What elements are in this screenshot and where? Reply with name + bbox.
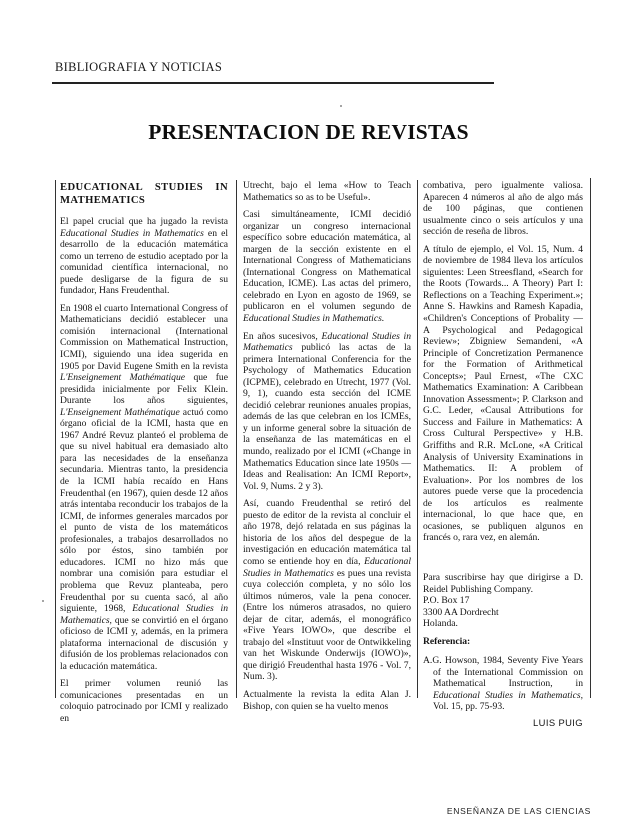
paragraph — [60, 216, 228, 297]
text: En años sucesivos, — [243, 330, 322, 342]
column-rule-1-2 — [236, 180, 237, 698]
journal-title: Educational Studies in Mathematics, — [433, 689, 583, 701]
running-head: BIBLIOGRAFIA Y NOTICIAS — [55, 60, 223, 74]
subscription-text: Para suscribirse hay que dirigirse a D. Reidel Publishing Company. — [423, 571, 583, 595]
reference-label: Referencia: — [423, 635, 471, 647]
header-rule — [52, 82, 494, 84]
text: en el desarrollo de la educación matemática como un terreno de estudio aceptado por la comunidad científica internacional, no puede desligarse de la figura de su fundador, Hans Freudenthal. — [60, 227, 228, 297]
journal-title: L'Enseignement Mathématique — [60, 372, 186, 384]
text: A.G. Howson, 1984, Seventy Five Years of the International Commission on Mathematical Instruction, in — [423, 655, 583, 690]
paragraph: combativa, pero igualmente valiosa. Aparecen 4 números al año de algo más de 100 páginas, que contienen usualmente cinco o seis artículos y una sección de reseña de libros. — [423, 180, 583, 238]
subscription-info — [423, 572, 583, 630]
page-title: PRESENTACION DE REVISTAS — [148, 120, 469, 144]
author-signature: LUIS PUIG — [533, 716, 583, 728]
address-line: Holanda. — [423, 618, 458, 630]
text: actuó como órgano oficial de la ICMI, hasta que en 1967 André Revuz planteó el problema de que su nivel habitual era demasiado alto para las necesidades de la enseñanza secundaria. Mientras tanto, la presidencia de la ICMI había recaído en Hans Freudenthal (en 1967), quien desde 12 años atrás intentaba reconducir los trabajos de la ICMI, de informes generales marcados por el punto de vista de los matemáticos profesionales, a trabajos desarrollados no sólo por éstos, sino también por educadores. ICMI no hizo más que nombrar una comisión para estudiar el problema que Revuz planteaba, pero Freudenthal por su cuenta sacó, al año siguiente, 1968, — [60, 406, 228, 615]
address-line: 3300 AA Dordrecht — [423, 606, 499, 618]
text: Así, cuando Freudenthal se retiró del puesto de editor de la revista al concluir el año 1978, dejó relatada en sus páginas la historia de los años del despegue de la investigación en educación matemática tal como se entiende hoy en día, — [243, 498, 411, 567]
text: publicó las actas de la primera International Conferencia for the Psychology of Mathematics Education (ICPME), celebrado en Utrecht, 1977 (Vol. 9, 1), cuando esta sección del ICME decidió celebrar reuniones anuales propias, además de las que celebran en los ICMEs, y un informe general sobre la situación de la enseñanza de las matemáticas en el mundo, realizado por el ICMI («Change in Mathematics Education since late 1950s — Ideas and Realisation: An ICMI Report», Vol. 9, Nums. 2 y 3). — [243, 342, 411, 492]
column-rule-right — [590, 178, 591, 698]
column-1 — [60, 180, 228, 731]
journal-title: Educational Studies in Mathematics — [243, 555, 411, 579]
paragraph: Utrecht, bajo el lema «How to Teach Mathematics so as to be Useful». — [243, 180, 411, 203]
column-2 — [243, 180, 411, 718]
paragraph — [243, 209, 411, 324]
paragraph — [243, 498, 411, 683]
journal-title: Educational Studies in Mathematics — [60, 227, 204, 239]
column-rule-2-3 — [417, 180, 418, 698]
scan-speck — [340, 105, 342, 107]
text: que se convirtió en el órgano oficioso de ICMI y, además, en la primera plataforma internacional de discusión y difusión de los problemas relacionados con la educación matemática. — [60, 614, 228, 672]
scan-speck — [42, 600, 44, 602]
text: Vol. 15, pp. 75-93. — [433, 701, 505, 713]
paragraph: Actualmente la revista la edita Alan J. Bishop, con quien se ha vuelto menos — [243, 688, 411, 712]
paragraph — [243, 331, 411, 493]
text: que fue presidida inicialmente por Felix Klein. Durante los años siguientes, — [60, 372, 228, 407]
journal-title: Educational Studies in Mathematics, — [60, 603, 229, 626]
journal-title: Educational Studies in Mathematics. — [243, 313, 385, 325]
text: El papel crucial que ha jugado la revista — [60, 216, 228, 227]
text: es pues una revista cuya colección completa, y no sólo los últimos números, vale la pena conocer. (Entre los números atrasados, no quiero dejar de citar, además, el monográfico «Five Years IOWO», que describe el trabajo del «Instituut voor de Ontwikkeling van het Wiskunde Onderwijs (IOWO)», que dirigió Freudenthal hasta 1976 - Vol. 7, Num. 3). — [243, 567, 411, 683]
text: Casi simultáneamente, ICMI decidió organizar un congreso internacional específico sobre educación matemática, al margen de la sección existente en el International Congress of Mathematicians (International Congress on Mathematical Education, ICME). Las actas del primero, celebrado en Lyon en agosto de 1969, se publicaron en el volumen segundo de — [243, 209, 411, 313]
journal-title: L'Enseignement Mathématique — [60, 406, 180, 418]
section-heading: EDUCATIONAL STUDIES IN MATHEMATICS — [60, 182, 228, 206]
paragraph — [60, 303, 228, 673]
column-3 — [423, 180, 583, 729]
column-rule-left — [55, 180, 56, 698]
text: En 1908 el cuarto International Congress of Mathematicians decidió establecer una comisión internacional (International Commission on Mathematical Instruction, ICMI), siguiendo una idea sugerida en 1905 por David Eugene Smith en la revista — [60, 302, 228, 372]
journal-title: Educational Studies in Mathematics — [243, 330, 412, 354]
paragraph: A título de ejemplo, el Vol. 15, Num. 4 de noviembre de 1984 lleva los artículos siguientes: Leen Streesfland, «Search for the Roots (Towards... A Theory) Part I: Reflections on a Teaching Experiment.»; Anne S. Hawkins and Ramesh Kapadia, «Children's Conceptions of Probality — A Psychological and Pedagogical Review»; Zbigniew Semandeni, «A Principle of Concretization Permanence for the Formation of Arithmetical Concepts»; Paul Ernest, «The CXC Mathematics Examination: A Caribbean Innovation Assessment»; P. Clarkson and G.C. Leder, «Causal Attributions for Success and Failure in Mathematics: A Cross Cultural Perspective» y H.B. Griffiths and R.R. McLone, «A Critical Analysis of University Examinations in Mathematics. II: A problem of Evaluation». Por los nombres de los autores puede verse que la procedencia de los artículos es realmente internacional, lo que hace que, en ocasiones, se publiquen algunos en francés o, rara vez, en alemán. — [423, 243, 583, 544]
address-line: P.O. Box 17 — [423, 595, 470, 607]
reference-entry — [423, 655, 583, 713]
footer-journal-name: ENSEÑANZA DE LAS CIENCIAS — [446, 806, 591, 816]
paragraph: El primer volumen reunió las comunicaciones presentadas en un coloquio patrocinado por ICMI y realizado en — [60, 678, 228, 724]
